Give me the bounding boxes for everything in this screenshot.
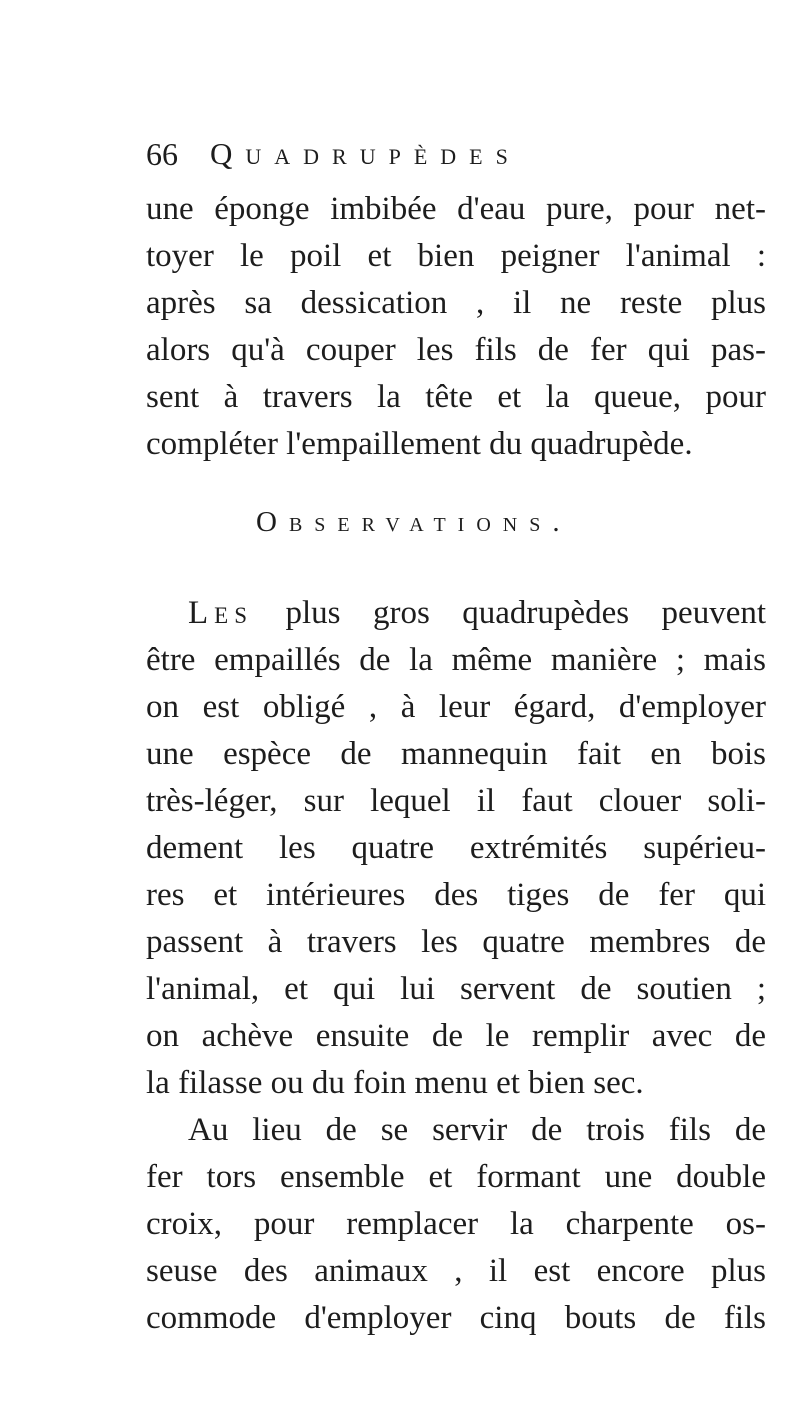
text-line: on est obligé , à leur égard, d'employer xyxy=(146,689,766,725)
lead-word: Les xyxy=(188,595,253,631)
text-line: res et intérieures des tiges de fer qui xyxy=(146,877,766,913)
text-line xyxy=(146,590,766,637)
text-line: sent à travers la tête et la queue, pour xyxy=(146,379,766,415)
text-line: alors qu'à couper les fils de fer qui pas- xyxy=(146,332,766,368)
text-line: très-léger, sur lequel il faut clouer soli- xyxy=(146,783,766,819)
paragraph-2 xyxy=(146,590,766,1342)
section-heading: Observations. xyxy=(256,506,572,538)
text-line: l'animal, et qui lui servent de soutien ; xyxy=(146,971,766,1007)
text-line: la filasse ou du foin menu et bien sec. xyxy=(146,1065,644,1101)
text-line: seuse des animaux , il est encore plus xyxy=(146,1253,766,1289)
text-line: une éponge imbibée d'eau pure, pour net- xyxy=(146,191,766,227)
text-line: compléter l'empaillement du quadrupède. xyxy=(146,426,693,462)
page-number: 66 xyxy=(146,136,178,172)
text-line: Au lieu de se servir de trois fils de xyxy=(188,1112,766,1148)
text-line: commode d'employer cinq bouts de fils xyxy=(146,1300,766,1336)
text-line: on achève ensuite de le remplir avec de xyxy=(146,1018,766,1054)
text-line: croix, pour remplacer la charpente os- xyxy=(146,1206,766,1242)
text-line: toyer le poil et bien peigner l'animal : xyxy=(146,238,766,274)
text-line: être empaillés de la même manière ; mais xyxy=(146,642,766,678)
text-line: fer tors ensemble et formant une double xyxy=(146,1159,766,1195)
text-line: passent à travers les quatre membres de xyxy=(146,924,766,960)
text-line: après sa dessication , il ne reste plus xyxy=(146,285,766,321)
text-fragment: plus gros quadrupèdes peuvent xyxy=(285,595,767,631)
running-head xyxy=(146,132,666,176)
text-line: une espèce de mannequin fait en bois xyxy=(146,736,766,772)
running-title: Quadrupèdes xyxy=(210,136,521,171)
paragraph-1 xyxy=(146,186,766,468)
text-line: dement les quatre extrémités supérieu- xyxy=(146,830,766,866)
